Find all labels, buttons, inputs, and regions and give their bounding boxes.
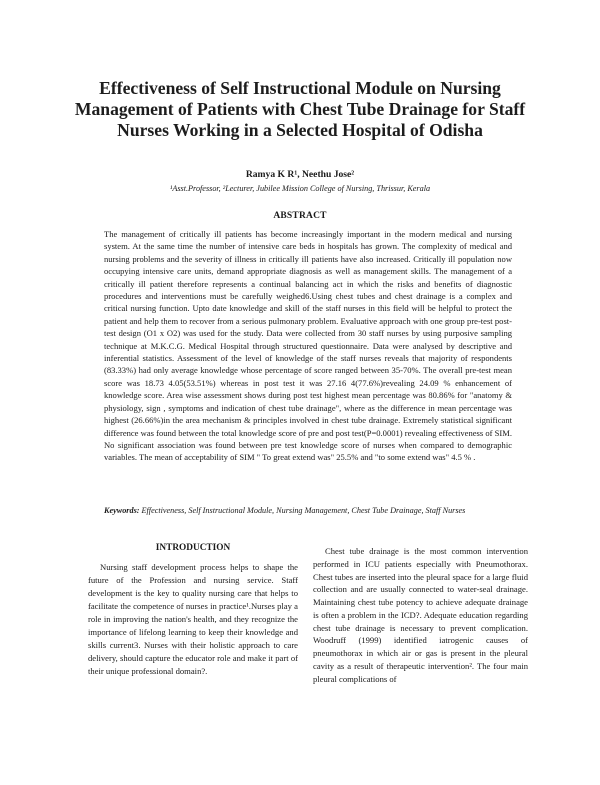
keywords-label: Keywords:	[104, 506, 140, 515]
introduction-right-column: Chest tube drainage is the most common intervention performed in ICU patients especially with Pneumothorax. Chest tubes are inserted into the pleural space for a large fluid collection and are usually connected to water-seal drainage. Maintaining chest tube potency to achieve adequate drainage is often a problem in the ICD?. Adequate education regarding chest tube drainage is necessary to prevent complication. Woodruff (1999) identified iatrogenic causes of pneumothorax in which air or gas is present in the pleural cavity as a result of therapeutic intervention². The four main pleural complications of	[313, 546, 528, 684]
paper-title: Effectiveness of Self Instructional Module on Nursing Management of Patients with Chest Tube Drainage for Staff Nurses Working in a Selected Hospital of Odisha	[74, 78, 526, 140]
keywords-text: Effectiveness, Self Instructional Module, Nursing Management, Chest Tube Drainage, Staff Nurses	[141, 506, 466, 515]
introduction-left-column: Nursing staff development process helps to shape the future of the Profession and nursing service. Staff development is the key to quality nursing care that helps to facilitate the competence of nurses in practice¹.Nurses play a role in improving the nation's health, and they recognize the importance of lifelong learning to keep their knowledge and skills current3. Nurses with their holistic approach to care delivery, should capture the educator role and make it part of their unique professional domain?.	[88, 562, 298, 676]
author-affiliation: ¹Asst.Professor, ²Lecturer, Jubilee Mission College of Nursing, Thrissur, Kerala	[169, 184, 431, 193]
abstract-body: The management of critically ill patients has become increasingly important in the modern medical and nursing system. At the same time the number of intensive care beds in hospitals has grown. The complexity of medical and nursing problems and the severity of illness in critically ill patients have also increased. Critically ill population now occupying intensive care units, demand appropriate diagnosis as well as management skills. The management of a critically ill patient therefore represents a continual balancing act in which the risks and benefits of diagnostic procedures and interventions must be carefully weighed6.Using chest tubes and chest drainage is a complex and critical nursing function. Upto date knowledge and skill of the staff nurses in this field will be helpful to protect the patient and help them to recover from a serious pulmonary problem. Evaluative approach with one group pre-test post-test design (O1 x O2) was used for the study. Data were collected from 30 staff nurses by using purposive sampling technique at M.K.C.G. Medical Hospital through structured questionnaire. Data were analysed by descriptive and inferential statistics. Assessment of the level of knowledge of the staff nurses reveals that majority of respondents (83.33%) had only average knowledge whose percentage of score ranged between 35-70%. The overall pre-test mean score was 18.73 4.05(53.51%) whereas in post test it was 27.16 4(77.6%)revealing 24.09 % enhancement of knowledge score. Area wise assessment shows during post test highest mean percentage was 80.86% for "anatomy & physiology, sign , symptoms and indication of chest tube drainage", where as the difference in mean percentage was highest (26.66%)in the area mechanism & principles involved in chest tube drainage. Extremely statistical significant difference was found between the total knowledge score of pre and post test(P=0.0001) revealing effectiveness of SIM. No significant association was found between pre test knowledge score of nurses when compared to demographic variables. The mean of acceptability of SIM " To great extend was" 25.5% and "to some extend was" 4.5 % .	[104, 229, 512, 463]
abstract-heading: ABSTRACT	[273, 211, 327, 221]
author-list: Ramya K R¹, Neethu Jose²	[245, 169, 355, 180]
introduction-heading: INTRODUCTION	[155, 543, 231, 553]
keywords-line	[104, 505, 524, 517]
